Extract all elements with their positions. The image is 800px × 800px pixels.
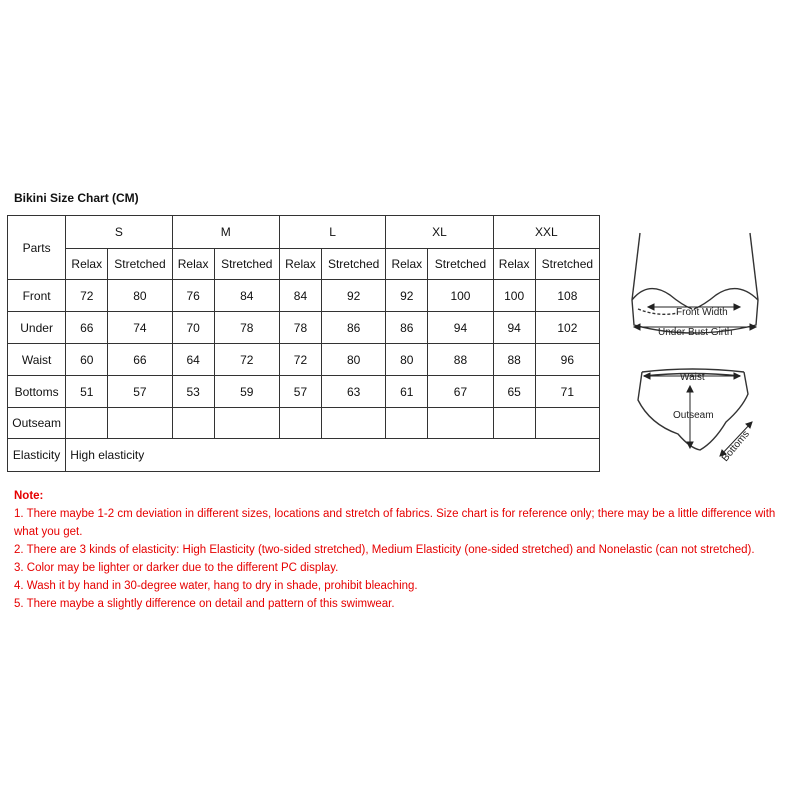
table-cell: 57	[108, 376, 172, 408]
note-item: 5. There maybe a slightly difference on detail and pattern of this swimwear.	[14, 598, 395, 610]
table-cell	[428, 408, 493, 439]
table-cell: 57	[279, 376, 321, 408]
table-cell: 84	[214, 280, 279, 312]
table-cell: 88	[428, 344, 493, 376]
table-cell: 86	[386, 312, 428, 344]
table-cell: 64	[172, 344, 214, 376]
table-cell: 92	[322, 280, 386, 312]
table-cell: 100	[493, 280, 535, 312]
table-cell: 66	[108, 344, 172, 376]
header-size-s: S	[66, 216, 172, 249]
row-label: Front	[8, 280, 66, 312]
outseam-label: Outseam	[673, 410, 714, 421]
table-cell: 100	[428, 280, 493, 312]
table-cell: 88	[493, 344, 535, 376]
table-cell: 78	[279, 312, 321, 344]
bottoms-label: Bottoms	[719, 428, 752, 464]
table-cell	[322, 408, 386, 439]
table-cell: 53	[172, 376, 214, 408]
table-cell: 72	[66, 280, 108, 312]
table-cell: 84	[279, 280, 321, 312]
table-cell	[493, 408, 535, 439]
table-cell: 60	[66, 344, 108, 376]
table-row	[8, 280, 600, 312]
table-cell: 61	[386, 376, 428, 408]
note-item: 3. Color may be lighter or darker due to the different PC display.	[14, 562, 339, 574]
table-cell	[535, 408, 599, 439]
table-cell: 80	[108, 280, 172, 312]
table-cell: 71	[535, 376, 599, 408]
table-cell: 59	[214, 376, 279, 408]
table-row	[8, 376, 600, 408]
size-chart-table	[7, 215, 600, 472]
table-cell	[108, 408, 172, 439]
table-cell: 94	[493, 312, 535, 344]
row-label: Elasticity	[8, 439, 66, 472]
table-row	[8, 439, 600, 472]
subheader-relax: Relax	[386, 249, 428, 280]
table-row	[8, 408, 600, 439]
waist-label: Waist	[680, 372, 705, 383]
table-cell: 72	[214, 344, 279, 376]
table-cell: 76	[172, 280, 214, 312]
table-cell	[214, 408, 279, 439]
table-cell: 63	[322, 376, 386, 408]
table-cell: 86	[322, 312, 386, 344]
subheader-stretched: Stretched	[428, 249, 493, 280]
bikini-top-icon	[632, 233, 758, 333]
notes-title: Note:	[14, 490, 44, 502]
header-parts: Parts	[8, 216, 66, 280]
subheader-relax: Relax	[172, 249, 214, 280]
front-width-label: Front Width	[676, 307, 728, 318]
table-cell: 80	[322, 344, 386, 376]
table-cell: 74	[108, 312, 172, 344]
subheader-relax: Relax	[66, 249, 108, 280]
under-bust-label: Under Bust Girth	[658, 327, 733, 338]
header-size-xl: XL	[386, 216, 493, 249]
table-cell	[386, 408, 428, 439]
table-row	[8, 344, 600, 376]
table-cell: 96	[535, 344, 599, 376]
table-cell: 51	[66, 376, 108, 408]
subheader-relax: Relax	[279, 249, 321, 280]
table-cell	[172, 408, 214, 439]
elasticity-value: High elasticity	[66, 439, 600, 472]
row-label: Waist	[8, 344, 66, 376]
bikini-top-diagram	[618, 225, 768, 350]
header-size-l: L	[279, 216, 385, 249]
subheader-stretched: Stretched	[322, 249, 386, 280]
table-cell: 72	[279, 344, 321, 376]
table-cell: 102	[535, 312, 599, 344]
header-size-m: M	[172, 216, 279, 249]
chart-title: Bikini Size Chart (CM)	[14, 191, 139, 205]
row-label: Outseam	[8, 408, 66, 439]
table-cell: 67	[428, 376, 493, 408]
bikini-bottom-diagram	[630, 362, 770, 468]
table-cell	[279, 408, 321, 439]
table-cell: 108	[535, 280, 599, 312]
note-item: 4. Wash it by hand in 30-degree water, hang to dry in shade, prohibit bleaching.	[14, 580, 418, 592]
subheader-stretched: Stretched	[214, 249, 279, 280]
row-label: Bottoms	[8, 376, 66, 408]
table-cell: 92	[386, 280, 428, 312]
header-size-xxl: XXL	[493, 216, 599, 249]
subheader-stretched: Stretched	[535, 249, 599, 280]
note-item: 1. There maybe 1-2 cm deviation in different sizes, locations and stretch of fabrics. Size chart is for reference only; there may be a little difference with what you get.	[14, 508, 776, 538]
table-cell	[66, 408, 108, 439]
table-cell: 66	[66, 312, 108, 344]
table-cell: 65	[493, 376, 535, 408]
row-label: Under	[8, 312, 66, 344]
subheader-stretched: Stretched	[108, 249, 172, 280]
subheader-relax: Relax	[493, 249, 535, 280]
table-cell: 94	[428, 312, 493, 344]
table-cell: 78	[214, 312, 279, 344]
table-cell: 80	[386, 344, 428, 376]
table-cell: 70	[172, 312, 214, 344]
table-row	[8, 312, 600, 344]
note-item: 2. There are 3 kinds of elasticity: High Elasticity (two-sided stretched), Medium Elasticity (one-sided stretched) and Nonelastic (can not stretched).	[14, 544, 755, 556]
notes-section	[14, 487, 794, 613]
